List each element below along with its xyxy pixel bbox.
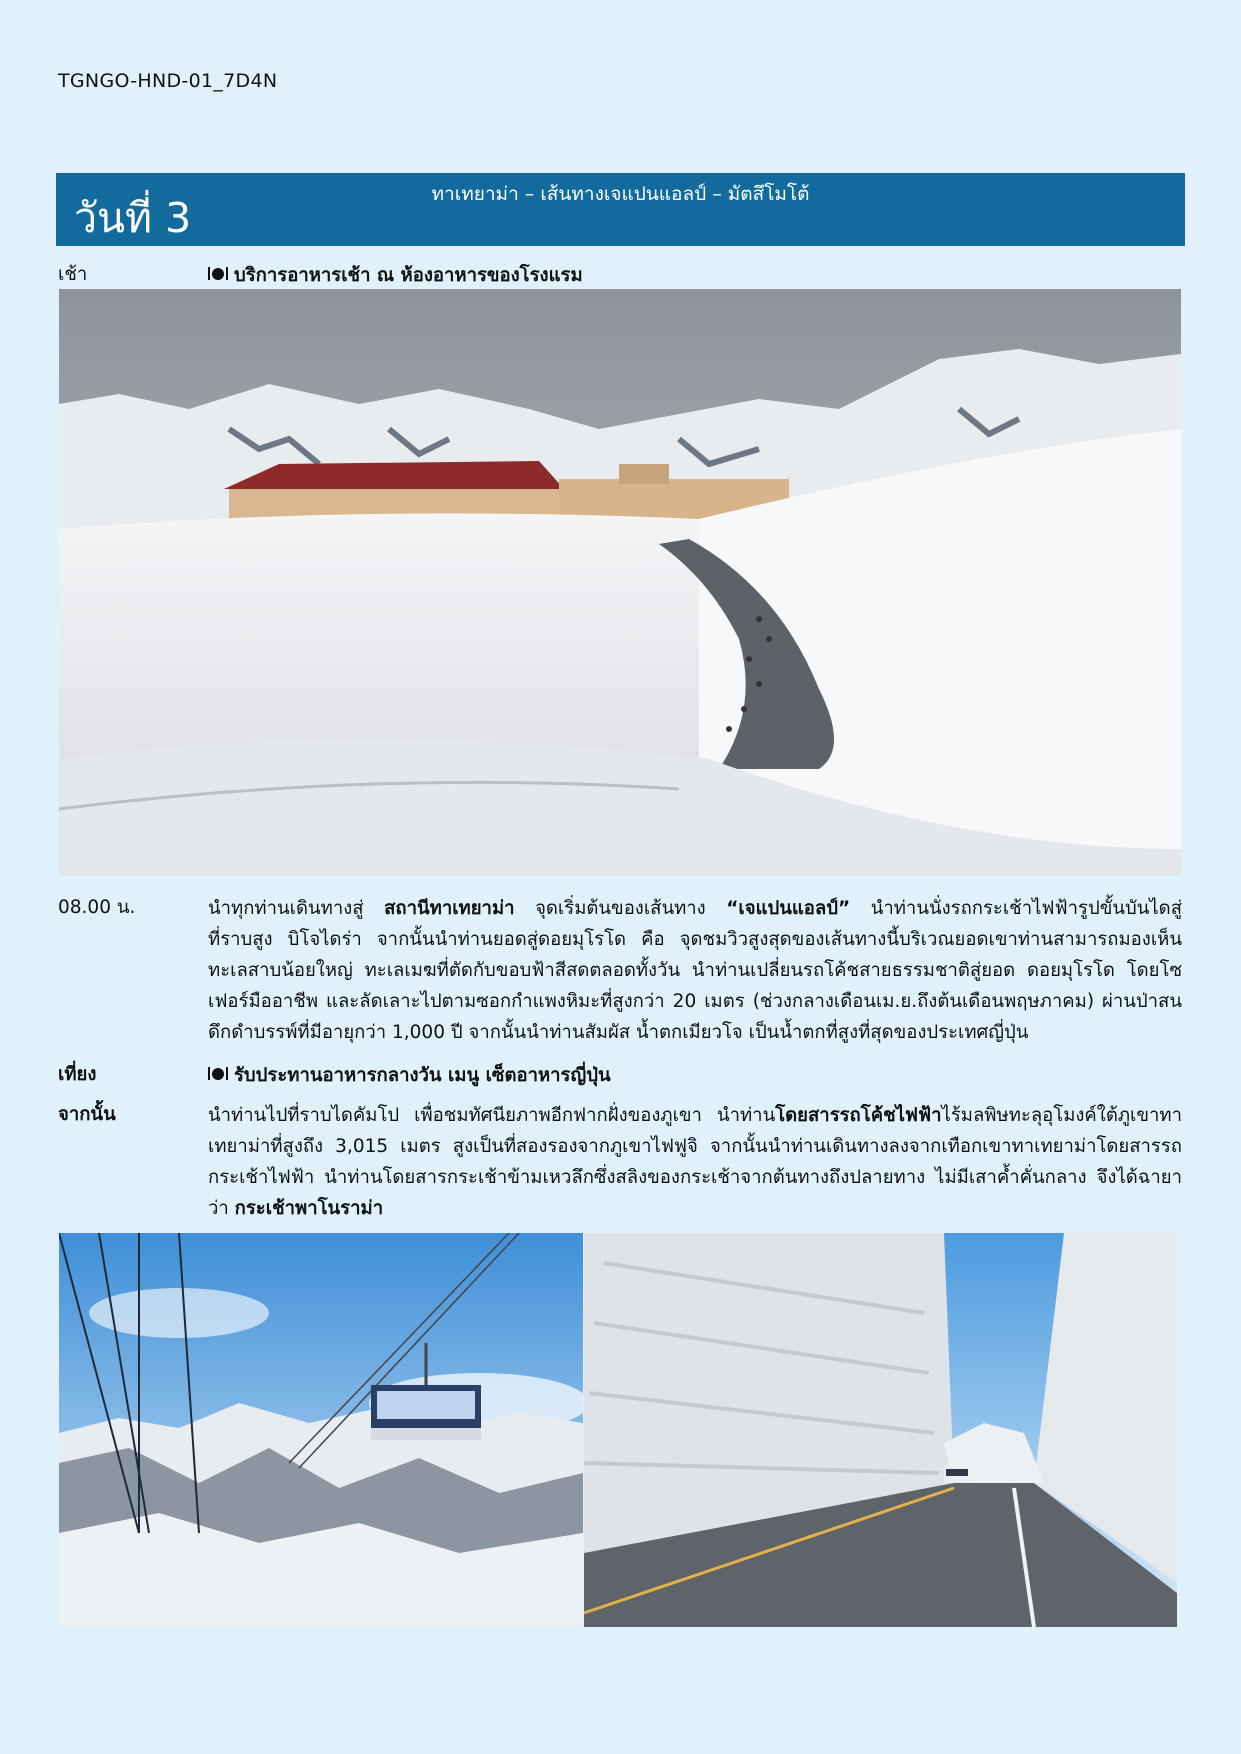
lunch-row bbox=[58, 1060, 1182, 1091]
afterwards-row bbox=[58, 1100, 1182, 1224]
breakfast-text: บริการอาหารเช้า ณ ห้องอาหารของโรงแรม bbox=[234, 265, 583, 286]
breakfast-row bbox=[58, 260, 1182, 291]
afterwards-label: จากนั้น bbox=[58, 1104, 116, 1125]
time-label: 08.00 น. bbox=[58, 897, 136, 918]
highlight-text: สถานีทาเทยาม่า bbox=[384, 898, 515, 919]
afterwards-paragraph bbox=[208, 1100, 1182, 1224]
breakfast-label: เช้า bbox=[58, 264, 88, 285]
highlight-text: โดยสารรถโค้ชไฟฟ้า bbox=[775, 1105, 942, 1126]
highlight-text: “เจแปนแอลป์” bbox=[726, 898, 851, 919]
utensils-icon bbox=[208, 260, 228, 291]
day-route: ทาเทยาม่า – เส้นทางเจแปนแอลป์ – มัตสึโมโต้ bbox=[431, 183, 810, 205]
ropeway-cable-car-photo bbox=[59, 1233, 583, 1627]
lunch-text: รับประทานอาหารกลางวัน เมนู เซ็ตอาหารญี่ปุ่น bbox=[234, 1065, 611, 1086]
paragraph-text: นำทุกท่านเดินทางสู่ bbox=[208, 898, 385, 919]
snow-wall-road-photo bbox=[584, 1233, 1177, 1627]
day-title: วันที่ 3 bbox=[74, 194, 192, 242]
utensils-icon bbox=[208, 1060, 228, 1091]
lunch-label: เที่ยง bbox=[58, 1064, 97, 1085]
paragraph-text: จุดเริ่มต้นของเส้นทาง bbox=[514, 898, 727, 919]
paragraph-text: นำท่านไปที่ราบไดคัมโป เพื่อชมทัศนียภาพอีกฟากฝั่งของภูเขา นำท่าน bbox=[208, 1105, 776, 1126]
paragraph-text: ไร้มลพิษทะลุอุโมงค์ใต้ภูเขาทาเทยาม่าที่สูงถึง 3,015 เมตร สูงเป็นที่สองรองจากภูเขาไฟฟูจิ จากนั้นนำท่านเดินทางลงจากเทือกเขาทาเทยาม่าโดยสารรถกระเช้าไฟฟ้า นำท่านโดยสารกระเช้าข้ามเหวลึกซึ่งสลิงของกระเช้าจากต้นทางถึงปลายทาง ไม่มีเสาค้ำคั่นกลาง จึงได้ฉายาว่า bbox=[208, 1105, 1182, 1219]
day-header-banner bbox=[56, 173, 1185, 246]
highlight-text: กระเช้าพาโนราม่า bbox=[234, 1198, 384, 1219]
schedule-0800-paragraph bbox=[208, 893, 1182, 1048]
schedule-row-0800 bbox=[58, 893, 1182, 1048]
document-code: TGNGO-HND-01_7D4N bbox=[58, 70, 278, 92]
paragraph-text: นำท่านนั่งรถกระเช้าไฟฟ้ารูปขั้นบันไดสู่ที่ราบสูง บิโจไดร่า จากนั้นนำท่านยอดสู่ดอยมุโรโด คือ จุดชมวิวสูงสุดของเส้นทางนี้บริเวณยอดเขาท่านสามารถมองเห็นทะเลสาบน้อยใหญ่ ทะเลเมฆที่ตัดกับขอบฟ้าสีสดตลอดทั้งวัน นำท่านเปลี่ยนรถโค้ชสายธรรมชาติสู่ยอด ดอยมุโรโด โดยโซเฟอร์มืออาชีพ และลัดเลาะไปตามซอกกำแพงหิมะที่สูงกว่า 20 เมตร (ช่วงกลางเดือนเม.ย.ถึงต้นเดือนพฤษภาคม) ผ่านป่าสนดึกดำบรรพ์ที่มีอายุกว่า 1,000 ปี จากนั้นนำท่านสัมผัส น้ำตกเมียวโจ เป็นน้ำตกที่สูงที่สุดของประเทศญี่ปุ่น bbox=[208, 898, 1182, 1043]
snow-corridor-hotel-photo bbox=[59, 289, 1181, 876]
